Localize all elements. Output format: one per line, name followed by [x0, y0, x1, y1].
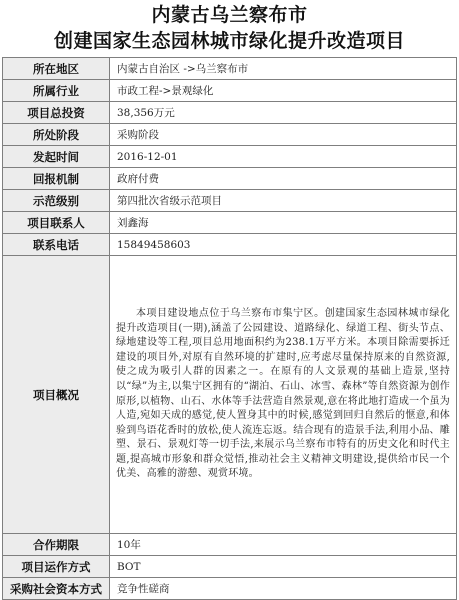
row-value: 第四批次省级示范项目 — [110, 190, 457, 212]
row-value: 38,356万元 — [110, 102, 457, 124]
table-row-investment — [3, 102, 457, 124]
row-value: BOT — [110, 556, 457, 578]
row-label: 所属行业 — [3, 80, 110, 102]
table-row-operation-mode — [3, 556, 457, 578]
row-value: 2016-12-01 — [110, 146, 457, 168]
project-info-table — [2, 57, 457, 600]
row-label: 所处阶段 — [3, 124, 110, 146]
table-row-overview — [3, 256, 457, 534]
title-line-1: 内蒙古乌兰察布市 — [151, 4, 308, 26]
table-row-return-mechanism — [3, 168, 457, 190]
row-label: 发起时间 — [3, 146, 110, 168]
row-value: 15849458603 — [110, 234, 457, 256]
row-label: 联系电话 — [3, 234, 110, 256]
row-label: 合作期限 — [3, 534, 110, 556]
table-row-region — [3, 58, 457, 80]
row-label: 所在地区 — [3, 58, 110, 80]
row-label: 项目总投资 — [3, 102, 110, 124]
row-label: 项目联系人 — [3, 212, 110, 234]
table-row-phone — [3, 234, 457, 256]
row-value: 政府付费 — [110, 168, 457, 190]
row-label: 采购社会资本方式 — [3, 578, 110, 600]
row-value: 市政工程->景观绿化 — [110, 80, 457, 102]
row-value: 10年 — [110, 534, 457, 556]
table-row-procurement-method — [3, 578, 457, 600]
table-row-demo-level — [3, 190, 457, 212]
row-label: 回报机制 — [3, 168, 110, 190]
table-row-start-date — [3, 146, 457, 168]
title-line-2: 创建国家生态园林城市绿化提升改造项目 — [53, 30, 405, 52]
table-row-term — [3, 534, 457, 556]
row-label: 示范级别 — [3, 190, 110, 212]
row-value: 竞争性磋商 — [110, 578, 457, 600]
table-row-stage — [3, 124, 457, 146]
row-value: 刘鑫海 — [110, 212, 457, 234]
row-label: 项目运作方式 — [3, 556, 110, 578]
row-value: 内蒙古自治区 ->乌兰察布市 — [110, 58, 457, 80]
table-row-industry — [3, 80, 457, 102]
row-value: 采购阶段 — [110, 124, 457, 146]
row-value-overview: 本项目建设地点位于乌兰察布市集宁区。创建国家生态园林城市绿化提升改造项目(一期),涵盖了公园建设、道路绿化、绿道工程、街头节点、绿地建设等工程,项目总用地面积约为238.1万平方米。本项目除需要拆迁建设的项目外,对原有自然环境的扩建时,应考虑尽量保持原来的自然资源,使之成为吸引人群的因素之一。在原有的人文景观的基础上造景,坚持以“绿”为主,以集宁区拥有的“湖泊、石山、冰雪、森林”等自然资源为创作原形,以植物、山石、水体等手法营造自然景观,意在将此地打造成一个虽为人造,宛如天成的感觉,使人置身其中的时候,感觉到回归自然后的惬意,和体验到鸟语花香时的放松,使人流连忘返。结合现有的造景手法,利用小品、雕塑、景石、景观灯等一切手法,来展示乌兰察布市特有的历史文化和时代主题,提高城市形象和群众觉悟,推动社会主义精神文明建设,提供给市民一个优美、高雅的游憩、观赏环境。 — [110, 256, 457, 534]
table-row-contact — [3, 212, 457, 234]
row-label: 项目概况 — [3, 256, 110, 534]
